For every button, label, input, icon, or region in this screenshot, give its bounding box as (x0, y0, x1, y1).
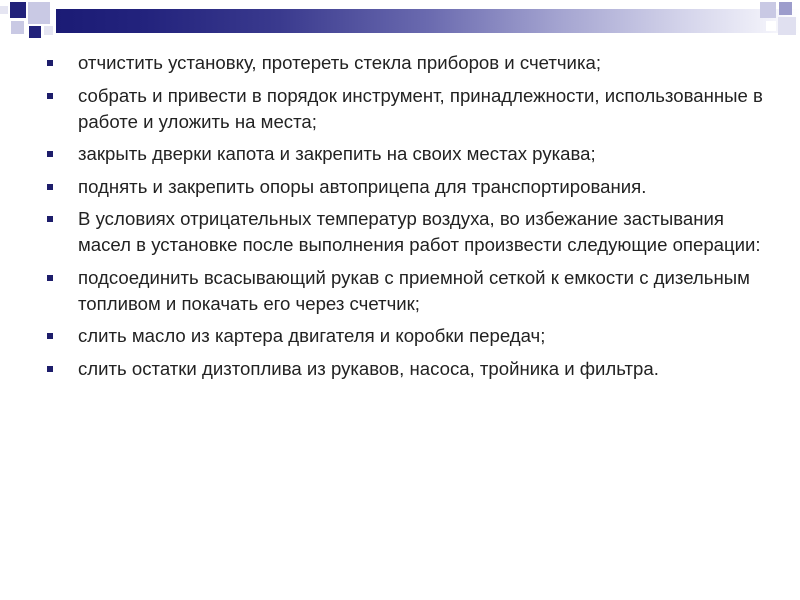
square-bullet-icon (47, 93, 53, 99)
list-item-text: отчистить установку, протереть стекла приборов и счетчика; (78, 52, 601, 73)
list-item (46, 206, 766, 258)
square-bullet-icon (47, 275, 53, 281)
square-bullet-icon (47, 216, 53, 222)
decor-square (44, 26, 53, 35)
list-item (46, 265, 766, 317)
square-bullet-icon (47, 366, 53, 372)
list-item (46, 141, 766, 167)
square-bullet-icon (47, 184, 53, 190)
list-item-text: поднять и закрепить опоры автоприцепа для транспортирования. (78, 175, 647, 197)
list-item-text: В условиях отрицательных температур воздуха, во избежание застывания масел в установке после выполнения работ произвести следующие операции: (78, 208, 761, 255)
decor-square (778, 17, 796, 35)
list-item (46, 174, 766, 200)
square-bullet-icon (47, 333, 53, 339)
list-item-text: слить масло из картера двигателя и коробки передач; (78, 325, 546, 346)
decor-square (766, 21, 776, 31)
square-bullet-icon (47, 151, 53, 157)
decor-square (10, 2, 26, 18)
list-item (46, 50, 766, 76)
decor-square (11, 21, 24, 34)
decor-square (0, 6, 8, 14)
header-gradient-bar (56, 9, 800, 33)
decor-square (29, 26, 41, 38)
list-item-text: подсоединить всасывающий рукав с приемной сеткой к емкости с дизельным топливом и покачать его через счетчик; (78, 266, 750, 314)
decor-square (779, 2, 792, 15)
list-item (46, 323, 766, 349)
decor-square (760, 2, 776, 18)
square-bullet-icon (47, 60, 53, 66)
list-item (46, 356, 766, 382)
list-item-text: закрыть дверки капота и закрепить на своих местах рукава; (78, 143, 596, 164)
decor-square (28, 2, 50, 24)
bullet-list (46, 50, 766, 388)
header-decoration (0, 0, 800, 42)
list-item-text: слить остатки дизтоплива из рукавов, насоса, тройника и фильтра. (78, 357, 659, 379)
list-item (46, 83, 766, 135)
list-item-text: собрать и привести в порядок инструмент, принадлежности, использованные в работе и уложить на места; (78, 84, 763, 132)
